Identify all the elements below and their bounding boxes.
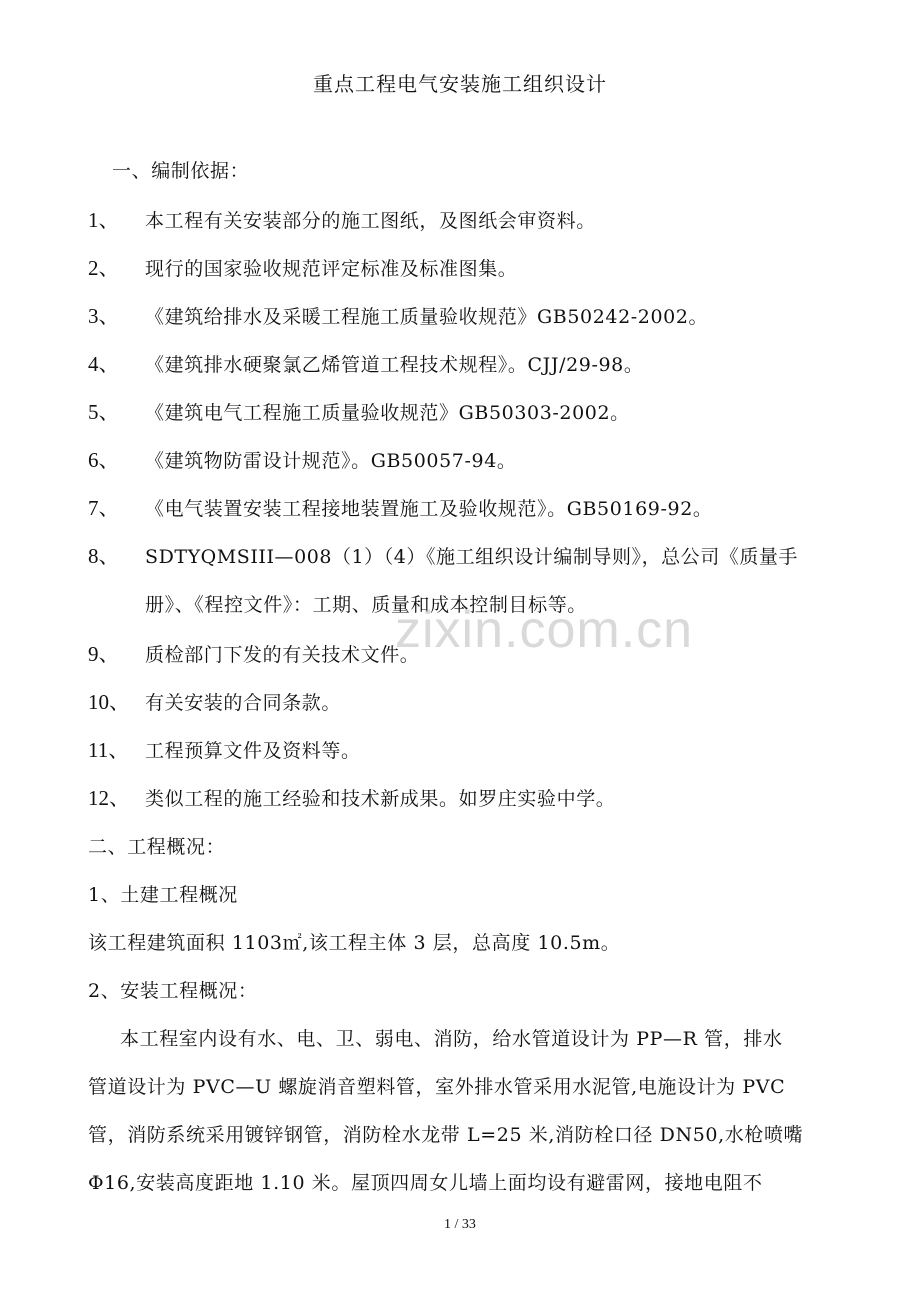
item-text: 《电气装置安装工程接地装置施工及验收规范》。GB50169-92。 bbox=[145, 498, 713, 520]
item-text: 现行的国家验收规范评定标准及标准图集。 bbox=[145, 258, 518, 280]
item-text: 类似工程的施工经验和技术新成果。如罗庄实验中学。 bbox=[145, 788, 616, 810]
install-heading: 2、安装工程概况： bbox=[88, 980, 258, 1002]
civil-heading: 1、土建工程概况 bbox=[88, 884, 238, 906]
item-number: 11、 bbox=[88, 738, 130, 762]
document-title: 重点工程电气安装施工组织设计 bbox=[313, 72, 607, 96]
paragraph-line: 管道设计为 PVC—U 螺旋消音塑料管，室外排水管采用水泥管,电施设计为 PVC bbox=[88, 1076, 786, 1098]
section1-heading: 一、编制依据： bbox=[112, 160, 250, 182]
item-text: 质检部门下发的有关技术文件。 bbox=[145, 644, 420, 666]
item-number: 5、 bbox=[88, 400, 120, 424]
item-text: 《建筑物防雷设计规范》。GB50057-94。 bbox=[145, 450, 517, 472]
section2-heading: 二、工程概况： bbox=[88, 836, 226, 858]
item-text: SDTYQMSIII—008（1）（4）《施工组织设计编制导则》，总公司《质量手 bbox=[145, 546, 798, 568]
watermark: zixin.com.cn bbox=[395, 601, 694, 659]
paragraph-line: Φ16,安装高度距地 1.10 米。屋顶四周女儿墙上面均设有避雷网，接地电阻不 bbox=[88, 1172, 763, 1194]
page-number: 1 / 33 bbox=[444, 1217, 476, 1232]
item-number: 3、 bbox=[88, 304, 120, 328]
item-text: 《建筑排水硬聚氯乙烯管道工程技术规程》。CJJ/29-98。 bbox=[145, 354, 644, 376]
item-number: 2、 bbox=[88, 256, 120, 280]
item-number: 10、 bbox=[88, 690, 130, 714]
item-text: 有关安装的合同条款。 bbox=[145, 692, 342, 714]
item-number: 1、 bbox=[88, 208, 120, 232]
item-text: 工程预算文件及资料等。 bbox=[145, 740, 361, 762]
item-text: 《建筑给排水及采暖工程施工质量验收规范》GB50242-2002。 bbox=[145, 306, 709, 328]
item-number: 9、 bbox=[88, 642, 120, 666]
paragraph-line: 本工程室内设有水、电、卫、弱电、消防，给水管道设计为 PP—R 管，排水 bbox=[120, 1028, 783, 1050]
item-number: 12、 bbox=[88, 786, 130, 810]
item-number: 6、 bbox=[88, 448, 120, 472]
item-number: 4、 bbox=[88, 352, 120, 376]
paragraph-line: 管，消防系统采用镀锌钢管，消防栓水龙带 L=25 米,消防栓口径 DN50,水枪喷嘴 bbox=[88, 1124, 804, 1146]
item-text-continuation: 册》、《程控文件》：工期、质量和成本控制目标等。 bbox=[145, 594, 587, 616]
item-number: 7、 bbox=[88, 496, 120, 520]
item-number: 8、 bbox=[88, 544, 120, 568]
civil-text: 该工程建筑面积 1103㎡,该工程主体 3 层，总高度 10.5m。 bbox=[88, 932, 621, 954]
item-text: 本工程有关安装部分的施工图纸，及图纸会审资料。 bbox=[145, 210, 596, 232]
item-text: 《建筑电气工程施工质量验收规范》GB50303-2002。 bbox=[145, 402, 630, 424]
